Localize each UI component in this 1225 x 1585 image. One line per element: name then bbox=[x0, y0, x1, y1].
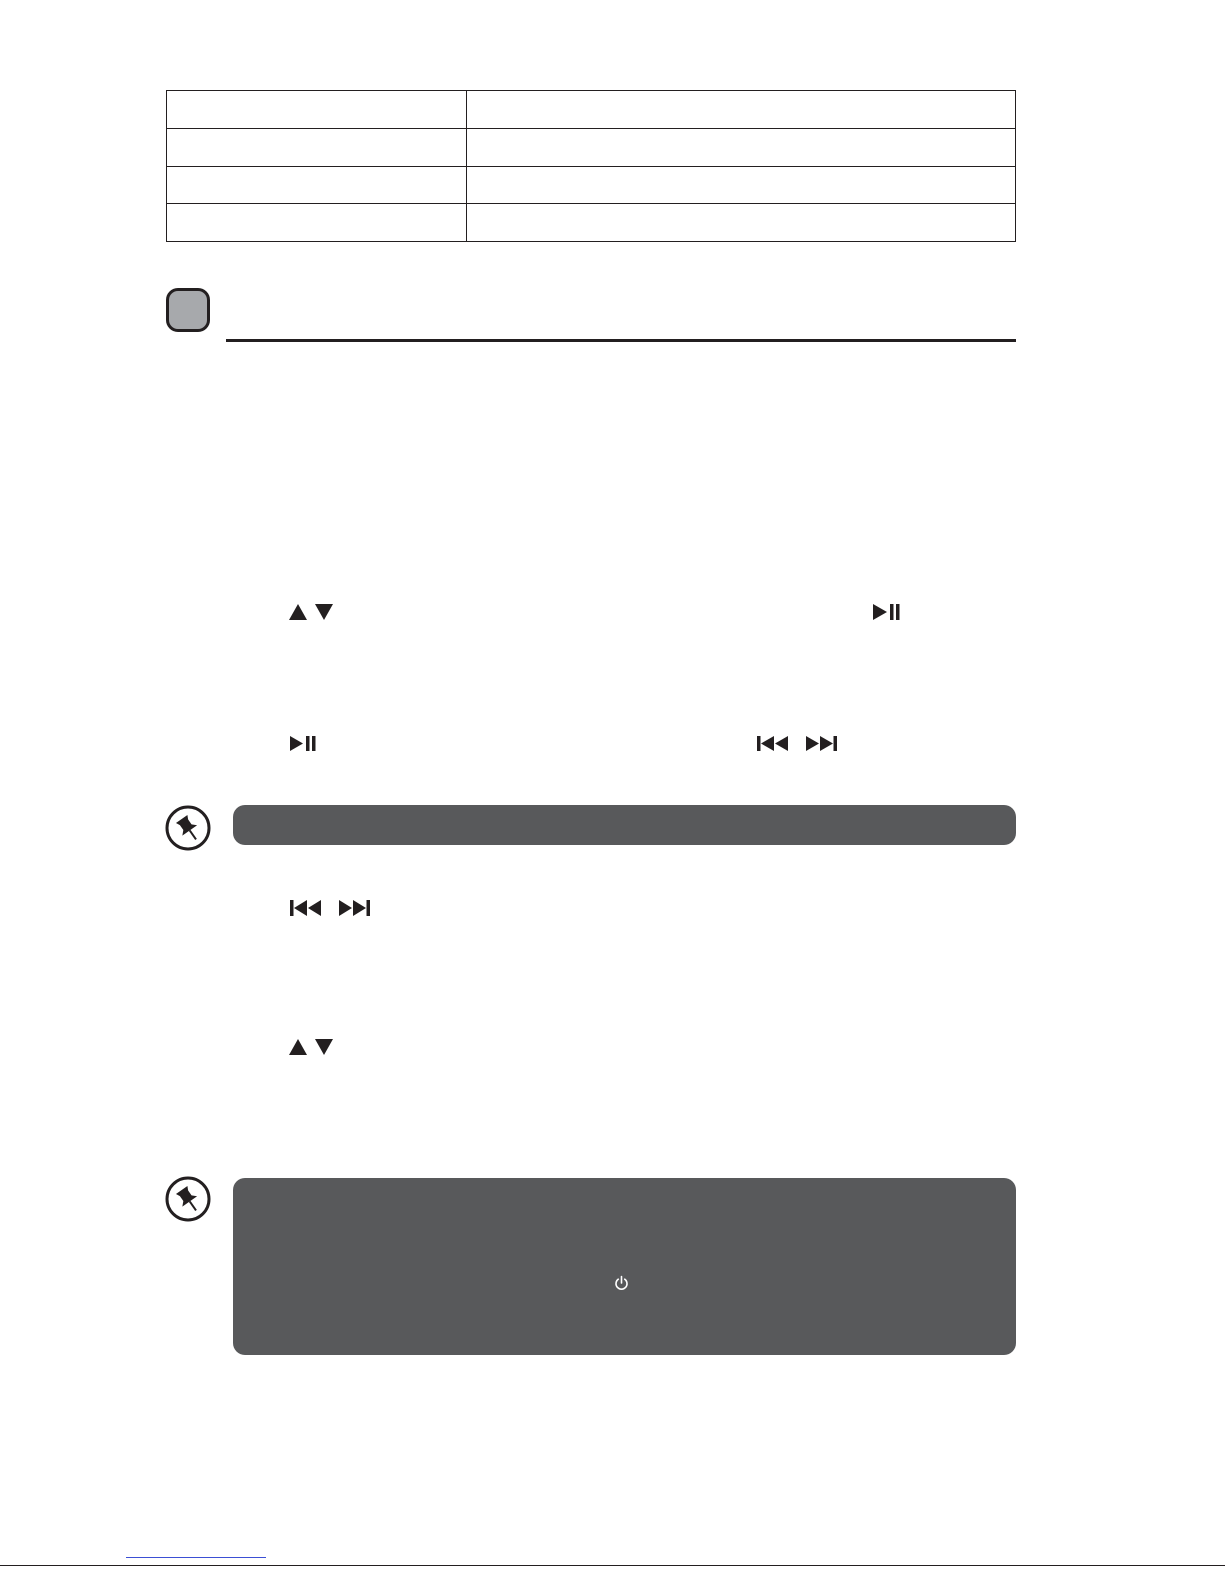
table-row bbox=[167, 166, 1016, 204]
up-down-arrows-icon bbox=[288, 1038, 334, 1056]
footer-link-underline[interactable] bbox=[126, 1557, 266, 1558]
table-cell bbox=[167, 204, 467, 242]
note-banner bbox=[233, 805, 1016, 845]
skip-previous-icon bbox=[290, 900, 322, 916]
table-cell bbox=[167, 128, 467, 166]
table-cell bbox=[467, 204, 1016, 242]
skip-next-icon bbox=[338, 900, 370, 916]
play-pause-icon bbox=[290, 736, 316, 751]
table-cell bbox=[467, 166, 1016, 204]
pushpin-icon bbox=[165, 805, 211, 851]
footer-rule bbox=[0, 1565, 1225, 1566]
section-badge bbox=[166, 288, 210, 332]
table-cell bbox=[467, 91, 1016, 129]
note-box bbox=[233, 1178, 1016, 1355]
skip-previous-icon bbox=[757, 736, 789, 751]
table-cell bbox=[167, 166, 467, 204]
section-rule bbox=[226, 339, 1016, 342]
spec-table bbox=[166, 90, 1016, 242]
pushpin-icon bbox=[165, 1176, 211, 1222]
up-down-arrows-icon bbox=[288, 603, 334, 621]
table-cell bbox=[467, 128, 1016, 166]
power-icon bbox=[614, 1275, 629, 1291]
play-pause-icon bbox=[873, 604, 901, 620]
table-row bbox=[167, 204, 1016, 242]
table-cell bbox=[167, 91, 467, 129]
table-row bbox=[167, 91, 1016, 129]
table-row bbox=[167, 128, 1016, 166]
skip-next-icon bbox=[805, 736, 837, 751]
